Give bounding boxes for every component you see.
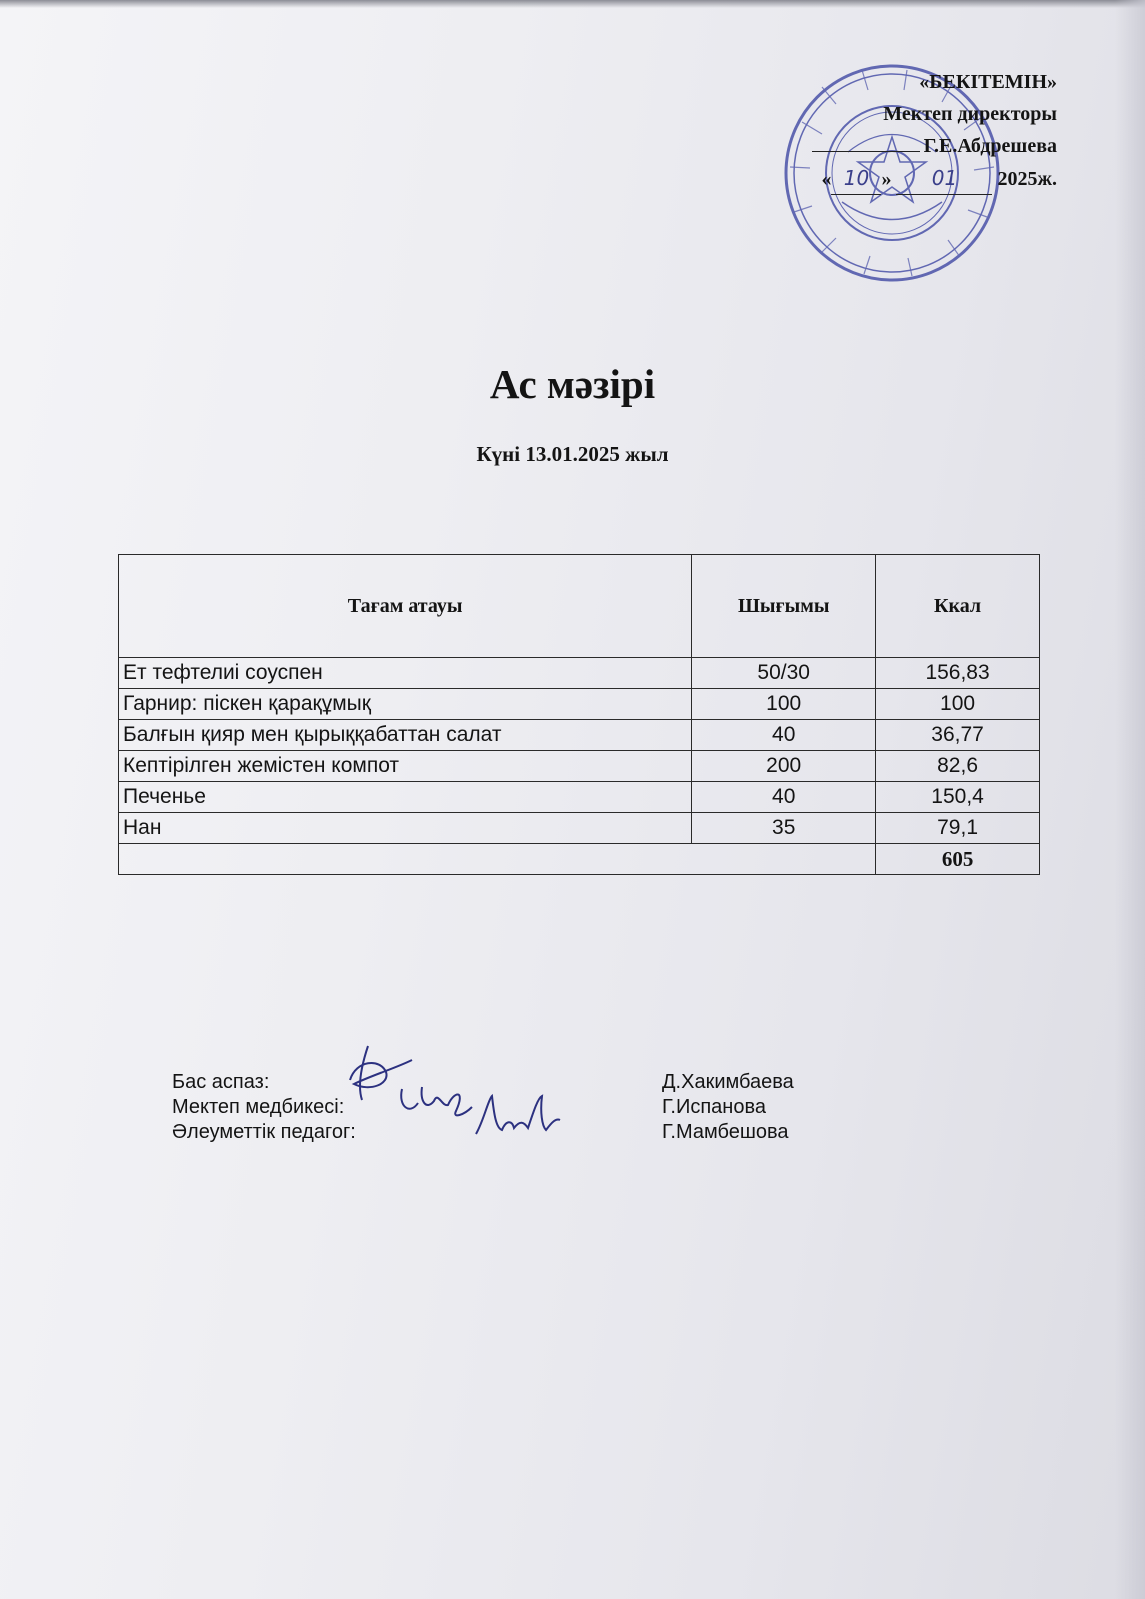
table-row: [119, 782, 1040, 813]
menu-table: [118, 554, 1040, 875]
dish-kcal: 150,4: [876, 782, 1040, 813]
approval-heading: «БЕКІТЕМІН»: [919, 71, 1057, 93]
dish-kcal: 156,83: [876, 658, 1040, 689]
table-row: [119, 720, 1040, 751]
top-edge-shadow: [0, 0, 1145, 8]
date-open-quote: «: [821, 168, 832, 190]
table-total-row: [119, 844, 1040, 875]
signature-name: Д.Хакимбаева: [662, 1071, 794, 1093]
dish-name: Печенье: [119, 782, 692, 813]
date-close-quote: »: [881, 168, 892, 190]
table-row: [119, 751, 1040, 782]
dish-yield: 50/30: [692, 658, 876, 689]
table-row: [119, 689, 1040, 720]
total-kcal: 605: [876, 844, 1040, 875]
date-year: 2025ж.: [997, 168, 1057, 190]
director-signature-line: [812, 133, 920, 152]
table-row: [119, 658, 1040, 689]
signature-role: Мектеп медбикесі:: [172, 1096, 345, 1118]
date-month: 01: [896, 162, 992, 195]
table-row: [119, 813, 1040, 844]
page-title: Ас мәзірі: [489, 361, 656, 407]
header-dish-name: Тағам атауы: [119, 555, 692, 658]
dish-kcal: 100: [876, 689, 1040, 720]
dish-yield: 200: [692, 751, 876, 782]
signature-row-social-pedagogue: [172, 1120, 852, 1145]
header-yield: Шығымы: [692, 555, 876, 658]
dish-kcal: 36,77: [876, 720, 1040, 751]
dish-name: Гарнир: піскен қарақұмық: [119, 689, 692, 720]
table-header-row: [119, 555, 1040, 658]
signature-role: Бас аспаз:: [172, 1071, 270, 1093]
signature-block: [172, 1070, 852, 1145]
dish-name: Кептірілген жемістен компот: [119, 751, 692, 782]
dish-name: Нан: [119, 813, 692, 844]
approval-date-line: [812, 162, 1057, 195]
dish-yield: 100: [692, 689, 876, 720]
dish-name: Ет тефтелиі соуспен: [119, 658, 692, 689]
menu-date: Күні 13.01.2025 жыл: [476, 442, 669, 466]
right-edge-shading: [1115, 0, 1145, 1599]
approval-name-line: [812, 130, 1057, 162]
approval-name: Г.Е.Абдрешева: [923, 135, 1057, 157]
dish-kcal: 82,6: [876, 751, 1040, 782]
dish-yield: 40: [692, 720, 876, 751]
signature-name: Г.Испанова: [662, 1096, 766, 1118]
total-empty-cell: [119, 844, 876, 875]
pedagogue-handwritten-signature: [472, 1090, 562, 1142]
signature-role: Әлеуметтік педагог:: [172, 1121, 356, 1143]
approval-position: Мектеп директоры: [883, 103, 1057, 125]
dish-yield: 40: [692, 782, 876, 813]
approval-block: [812, 66, 1057, 195]
date-day: 10: [831, 162, 881, 195]
dish-name: Балғын қияр мен қырыққабаттан салат: [119, 720, 692, 751]
dish-yield: 35: [692, 813, 876, 844]
header-kcal: Ккал: [876, 555, 1040, 658]
dish-kcal: 79,1: [876, 813, 1040, 844]
signature-name: Г.Мамбешова: [662, 1121, 789, 1143]
nurse-handwritten-signature: [396, 1081, 476, 1121]
